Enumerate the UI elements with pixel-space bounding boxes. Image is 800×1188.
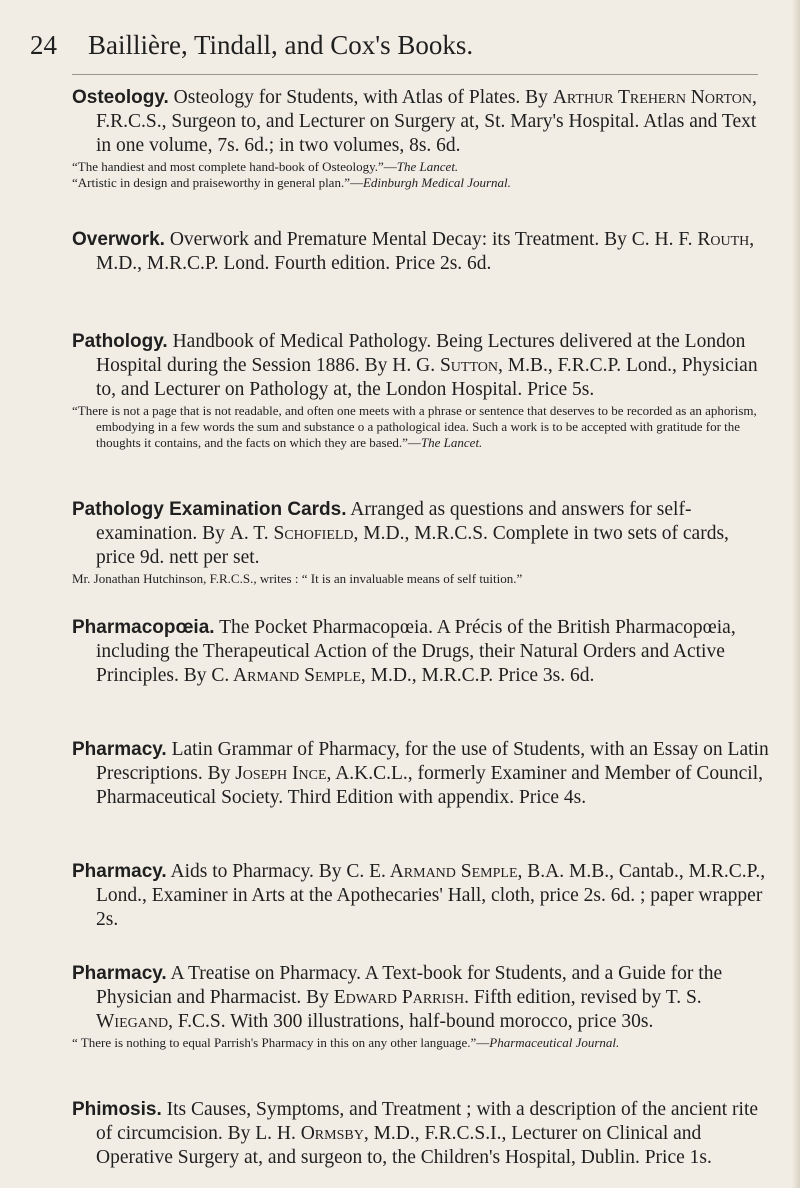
entry-text: Phimosis. Its Causes, Symptoms, and Treatment ; with a description of the ancient rite of circumcision. By L. H. Ormsby, M.D., F.R.C.S.I., Lecturer on Clinical and Operative Surgery at, and surgeon to, the Children's Hospital, Dublin. Price 1s. xyxy=(72,1099,759,1168)
testimonial: Mr. Jonathan Hutchinson, F.R.C.S., writes : “ It is an invaluable means of self tuition.” xyxy=(72,571,523,586)
header-rule xyxy=(72,74,758,75)
entry-text: Pharmacopœia. The Pocket Pharmacopœia. A Précis of the British Pharmacopœia, including the Therapeutical Action of the Drugs, their Natural Orders and Active Principles. By C. Armand Semple, M.D., M.R.C.P. Price 3s. 6d. xyxy=(72,617,736,686)
running-title: Baillière, Tindall, and Cox's Books. xyxy=(88,30,474,60)
entry-keyword: Pharmacy. xyxy=(72,861,167,882)
review-quote: “ There is nothing to equal Parrish's Pharmacy in this on any other language.”—Pharmaceutical Journal. xyxy=(72,1035,620,1050)
review-quote: “The handiest and most complete hand-book of Osteology.”—The Lancet. xyxy=(72,159,459,174)
author-name: Arthur Trehern Norton xyxy=(552,87,753,108)
entry-keyword: Phimosis. xyxy=(72,1099,162,1120)
entry-keyword: Pathology Examination Cards. xyxy=(72,499,347,520)
page-header xyxy=(30,30,770,74)
author-name: Joseph Ince xyxy=(235,763,327,784)
entry-text: Overwork. Overwork and Premature Mental Decay: its Treatment. By C. H. F. Routh, M.D., M.R.C.P. Lond. Fourth edition. Price 2s. 6d. xyxy=(72,229,755,274)
quote-source: The Lancet. xyxy=(396,159,459,174)
entry-pharmacopoeia xyxy=(72,616,772,688)
quote-source: The Lancet. xyxy=(420,435,483,450)
entry-phimosis xyxy=(72,1098,772,1170)
entry-pathology xyxy=(72,330,772,451)
entry-text: Osteology. Osteology for Students, with Atlas of Plates. By Arthur Trehern Norton, F.R.C.S., Surgeon to, and Lecturer on Surgery at, St. Mary's Hospital. Atlas and Text in one volume, 7s. 6d.; in two volumes, 8s. 6d. xyxy=(72,87,757,156)
page-number: 24 xyxy=(30,30,57,60)
author-name: L. H. Ormsby xyxy=(255,1123,364,1144)
author-name: C. Armand Semple xyxy=(211,665,361,686)
entry-keyword: Pharmacy. xyxy=(72,739,167,760)
quote-source: Pharmaceutical Journal. xyxy=(489,1035,620,1050)
entry-pharmacy-aids xyxy=(72,860,772,932)
author-name: C. E. Armand Semple xyxy=(346,861,518,882)
page-edge-shadow xyxy=(792,0,800,1188)
entry-text: Pharmacy. Aids to Pharmacy. By C. E. Armand Semple, B.A. M.B., Cantab., M.R.C.P., Lond., Examiner in Arts at the Apothecaries' Hall, cloth, price 2s. 6d. ; paper wrapper 2s. xyxy=(72,861,766,930)
author-name: C. H. F. Routh xyxy=(631,229,750,250)
entry-keyword: Pathology. xyxy=(72,331,168,352)
quote-source: Edinburgh Medical Journal. xyxy=(362,175,511,190)
entry-pharmacy-latin xyxy=(72,738,772,810)
entry-overwork xyxy=(72,228,772,276)
entry-keyword: Overwork. xyxy=(72,229,165,250)
entry-text: Pathology. Handbook of Medical Pathology. Being Lectures delivered at the London Hospital during the Session 1886. By H. G. Sutton, M.B., F.R.C.P. Lond., Physician to, and Lecturer on Pathology at, the London Hospital. Price 5s. xyxy=(72,331,758,400)
entry-pharmacy-treatise xyxy=(72,962,772,1051)
author-name: A. T. Schofield xyxy=(229,523,354,544)
entry-text: Pathology Examination Cards. Arranged as questions and answers for self-examination. By A. T. Schofield, M.D., M.R.C.S. Complete in two sets of cards, price 9d. nett per set. xyxy=(72,499,729,568)
review-quote: “Artistic in design and praiseworthy in general plan.”—Edinburgh Medical Journal. xyxy=(72,175,511,190)
entry-keyword: Pharmacy. xyxy=(72,963,167,984)
entry-pathology-cards xyxy=(72,498,772,587)
entry-keyword: Pharmacopœia. xyxy=(72,617,215,638)
entry-keyword: Osteology. xyxy=(72,87,169,108)
entry-text: Pharmacy. Latin Grammar of Pharmacy, for the use of Students, with an Essay on Latin Prescriptions. By Joseph Ince, A.K.C.L., formerly Examiner and Member of Council, Pharmaceutical Society. Third Edition with appendix. Price 4s. xyxy=(72,739,769,808)
author-name: H. G. Sutton xyxy=(392,355,498,376)
author-name: Wiegand xyxy=(96,1011,169,1032)
entry-osteology xyxy=(72,86,772,191)
review-quote: “There is not a page that is not readable, and often one meets with a phrase or sentence that deserves to be recorded as an aphorism, embodying in a few words the sum and substance o a pathological idea. Such a work is to be accepted with gratitude for the thoughts it contains, and the facts on which they are based.”—The Lancet. xyxy=(72,403,757,450)
entry-text: Pharmacy. A Treatise on Pharmacy. A Text-book for Students, and a Guide for the Physician and Pharmacist. By Edward Parrish. Fifth edition, revised by T. S. Wiegand, F.C.S. With 300 illustrations, half-bound morocco, price 30s. xyxy=(72,963,723,1032)
author-name: Edward Parrish xyxy=(333,987,465,1008)
